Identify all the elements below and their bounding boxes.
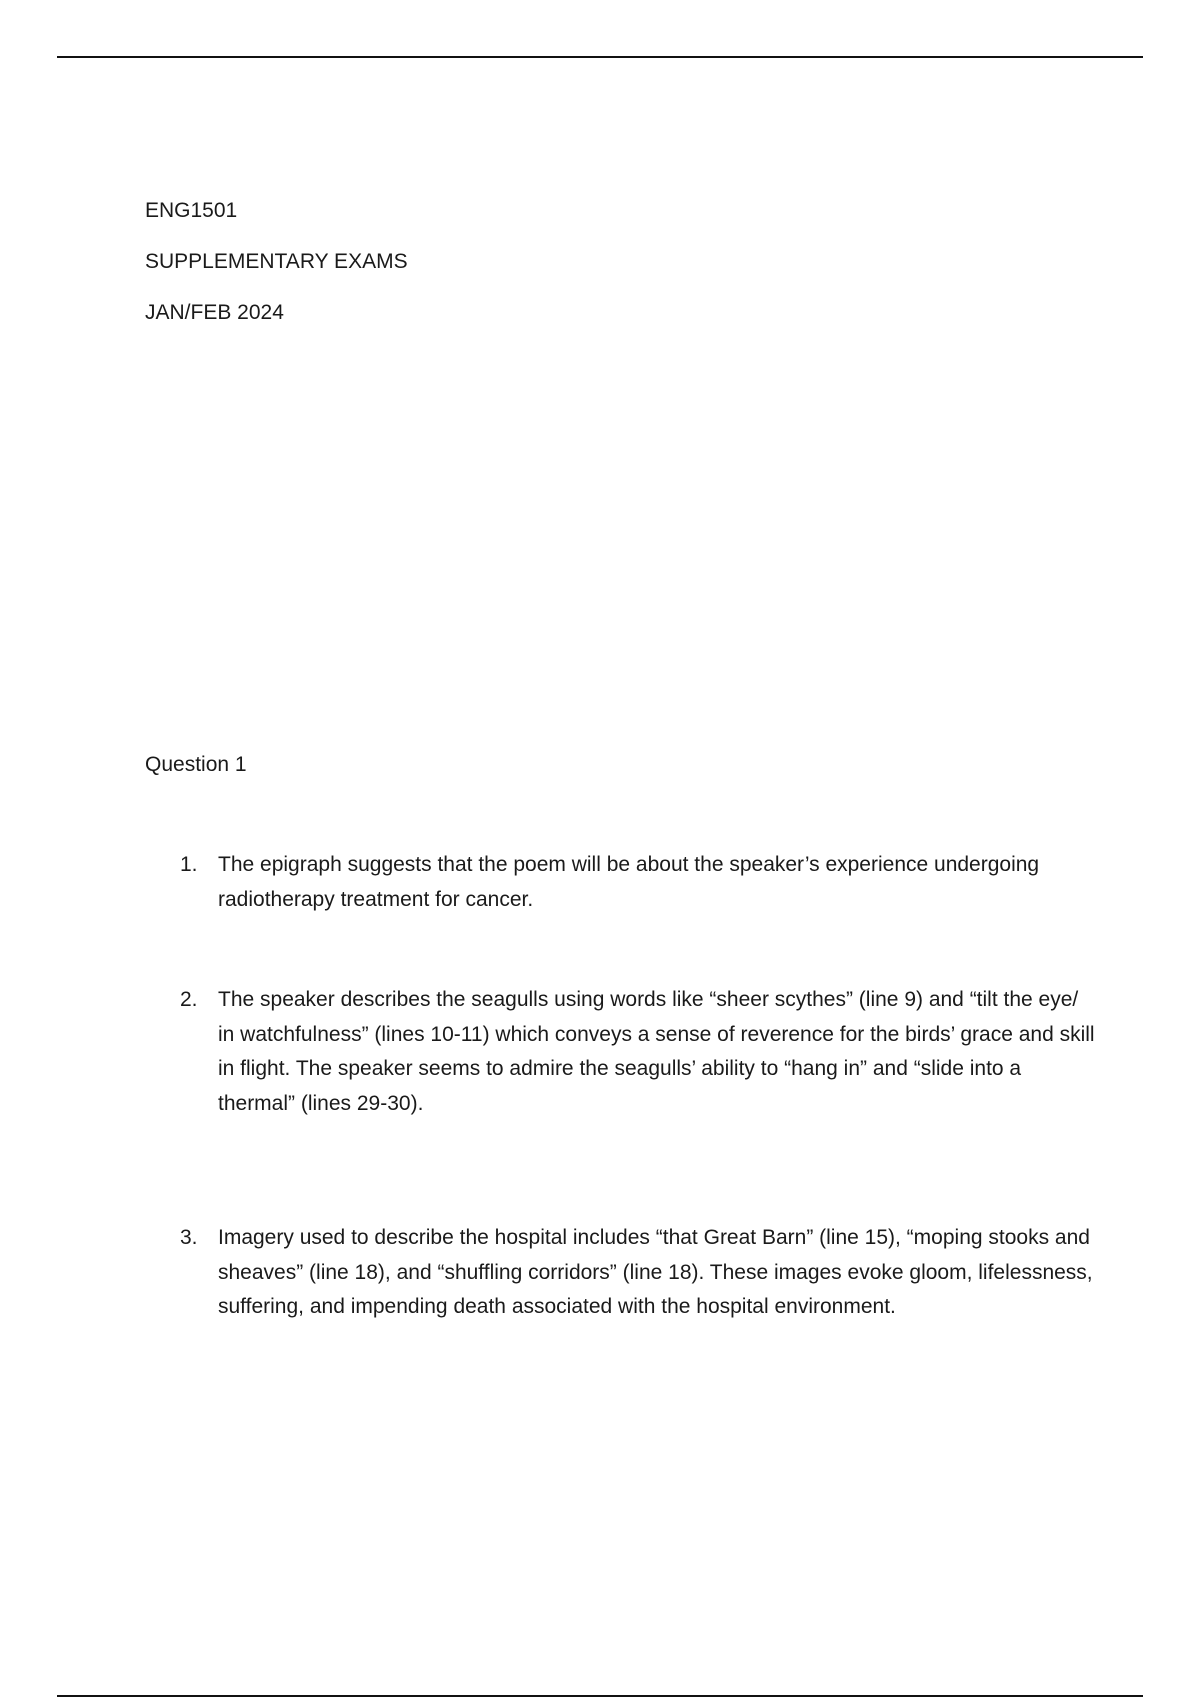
answer-number: 1. (180, 853, 198, 876)
answer-text: Imagery used to describe the hospital includes “that Great Barn” (line 15), “moping stooks and sheaves” (line 18), and “shuffling corridors” (line 18). These images evoke gloom, lifelessness, suffering, and impending death associated with the hospital environment. (218, 1226, 1093, 1319)
exam-date: JAN/FEB 2024 (145, 301, 284, 324)
answer-item (180, 848, 1100, 917)
answer-text: The speaker describes the seagulls using words like “sheer scythes” (line 9) and “tilt the eye/ in watchfulness” (lines 10-11) which conveys a sense of reverence for the birds’ grace and skill in flight. The speaker seems to admire the seagulls’ ability to “hang in” and “slide into a thermal” (lines 29-30). (218, 988, 1095, 1115)
answer-text: The epigraph suggests that the poem will be about the speaker’s experience undergoing radiotherapy treatment for cancer. (218, 853, 1040, 911)
course-code: ENG1501 (145, 199, 238, 222)
top-divider (57, 56, 1143, 58)
answer-number: 2. (180, 988, 198, 1011)
bottom-divider (57, 1695, 1143, 1697)
exam-title: SUPPLEMENTARY EXAMS (145, 250, 408, 273)
answer-item (180, 1221, 1100, 1325)
question-heading: Question 1 (145, 753, 247, 776)
answer-item (180, 983, 1100, 1121)
answer-number: 3. (180, 1226, 198, 1249)
